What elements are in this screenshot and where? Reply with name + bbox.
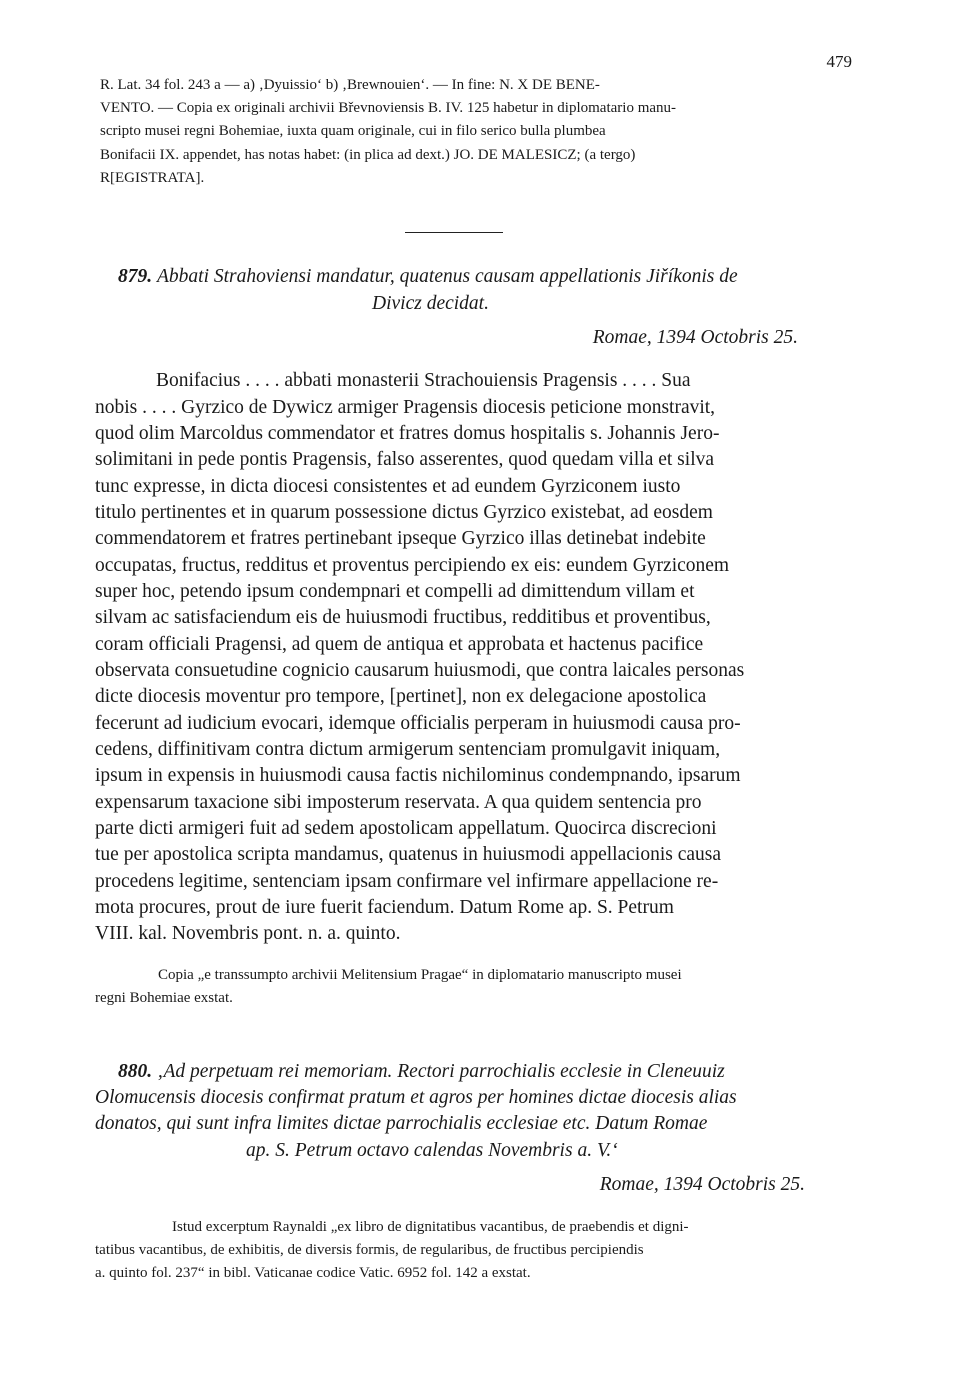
document-title-continued: ap. S. Petrum octavo calendas Novembris a. V.‘ xyxy=(246,1140,618,1161)
body-line: cedens, diffinitivam contra dictum armigerum sentenciam promulgavit iniquam, xyxy=(95,739,721,760)
body-line: quod olim Marcoldus commendator et fratres domus hospitalis s. Johannis Jero- xyxy=(95,423,720,444)
note-line: tatibus vacantibus, de exhibitis, de diversis formis, de regularibus, de fructibus percipiendis xyxy=(95,1242,644,1258)
body-line: titulo pertinentes et in quarum possessione dictus Gyrzico existebat, ad eosdem xyxy=(95,502,713,523)
body-line: solimitani in pede pontis Pragensis, falso asserentes, quod quedam villa et silva xyxy=(95,449,715,470)
document-number: 880. xyxy=(118,1061,153,1082)
page-number: 479 xyxy=(826,52,852,71)
body-line: occupatas, fructus, redditus et proventus percipiendo ex eis: eundem Gyrziconem xyxy=(95,555,730,576)
body-line: fecerunt ad iudicium evocari, idemque officialis perperam in huiusmodi causa pro- xyxy=(95,713,741,734)
body-line: procedens legitime, sentenciam ipsam confirmare vel infirmare appellacione re- xyxy=(95,871,719,892)
note-line: Copia „e transsumpto archivii Melitensium Pragae“ in diplomatario manuscripto musei xyxy=(158,967,682,983)
body-line: Bonifacius . . . . abbati monasterii Strachouiensis Pragensis . . . . Sua xyxy=(156,370,691,391)
note-line: regni Bohemiae exstat. xyxy=(95,990,233,1006)
document-title: Abbati Strahoviensi mandatur, quatenus causam appellationis Jiříkonis de xyxy=(157,266,738,287)
intro-line: Bonifacii IX. appendet, has notas habet: (in plica ad dext.) JO. DE MALESICZ; (a tergo) xyxy=(100,147,636,163)
document-title-continued: donatos, qui sunt infra limites dictae parrochialis ecclesiae etc. Datum Romae xyxy=(95,1113,708,1134)
body-line: observata consuetudine cognicio causarum huiusmodi, que contra laicales personas xyxy=(95,660,745,681)
document-number: 879. xyxy=(118,266,153,287)
body-line: commendatorem et fratres pertinebant ipseque Gyrzico illas detinebat indebite xyxy=(95,528,706,549)
note-line: a. quinto fol. 237“ in bibl. Vaticanae codice Vatic. 6952 fol. 142 a exstat. xyxy=(95,1265,531,1281)
body-line: super hoc, petendo ipsum condempnari et compelli ad dimittendum villam et xyxy=(95,581,695,602)
body-line: expensarum taxacione sibi imposterum reservata. A qua quidem sentencia pro xyxy=(95,792,702,813)
body-line: nobis . . . . Gyrzico de Dywicz armiger Pragensis diocesis peticione monstravit, xyxy=(95,397,716,418)
body-line: tunc expresse, in dicta diocesi consistentes et ad eundem Gyrziconem iusto xyxy=(95,476,681,497)
body-line: parte dicti armigeri fuit ad sedem apostolicam appellatum. Quocirca discrecioni xyxy=(95,818,717,839)
body-line: tue per apostolica scripta mandamus, quatenus in huiusmodi appellacionis causa xyxy=(95,844,721,865)
document-title: ‚Ad perpetuam rei memoriam. Rectori parrochialis ecclesie in Cleneuuiz xyxy=(157,1061,725,1082)
body-line: coram officiali Pragensi, ad quem de antiqua et approbata et hactenus pacifice xyxy=(95,634,704,655)
body-line: dicte diocesis moventur pro tempore, [pertinet], non ex delegacione apostolica xyxy=(95,686,707,707)
document-title-continued: Olomucensis diocesis confirmat pratum et agros per homines dictae diocesis alias xyxy=(95,1087,737,1108)
document-title-continued: Divicz decidat. xyxy=(372,293,489,314)
body-line: mota procures, prout de iure fuerit faciendum. Datum Rome ap. S. Petrum xyxy=(95,897,674,918)
body-line: silvam ac satisfaciendum eis de huiusmodi fructibus, redditibus et proventibus, xyxy=(95,607,711,628)
document-heading xyxy=(118,1061,725,1083)
dateline: Romae, 1394 Octobris 25. xyxy=(599,1174,805,1195)
intro-line: R. Lat. 34 fol. 243 a — a) ‚Dyuissio‘ b) ‚Brewnouien‘. — In fine: N. X DE BENE- xyxy=(100,77,600,93)
intro-line: VENTO. — Copia ex originali archivii Břevnoviensis B. IV. 125 habetur in diplomatario manu- xyxy=(100,100,677,116)
intro-line: scripto musei regni Bohemiae, iuxta quam originale, cui in filo serico bulla plumbea xyxy=(100,123,606,139)
body-line: VIII. kal. Novembris pont. n. a. quinto. xyxy=(95,923,401,944)
intro-line: R[EGISTRATA]. xyxy=(100,170,205,186)
document-heading xyxy=(118,266,738,288)
note-line: Istud excerptum Raynaldi „ex libro de dignitatibus vacantibus, de praebendis et digni- xyxy=(172,1219,689,1235)
separator-rule xyxy=(405,232,503,233)
body-line: ipsum in expensis in huiusmodi causa factis nichilominus condempnando, ipsarum xyxy=(95,765,741,786)
dateline: Romae, 1394 Octobris 25. xyxy=(592,327,798,348)
